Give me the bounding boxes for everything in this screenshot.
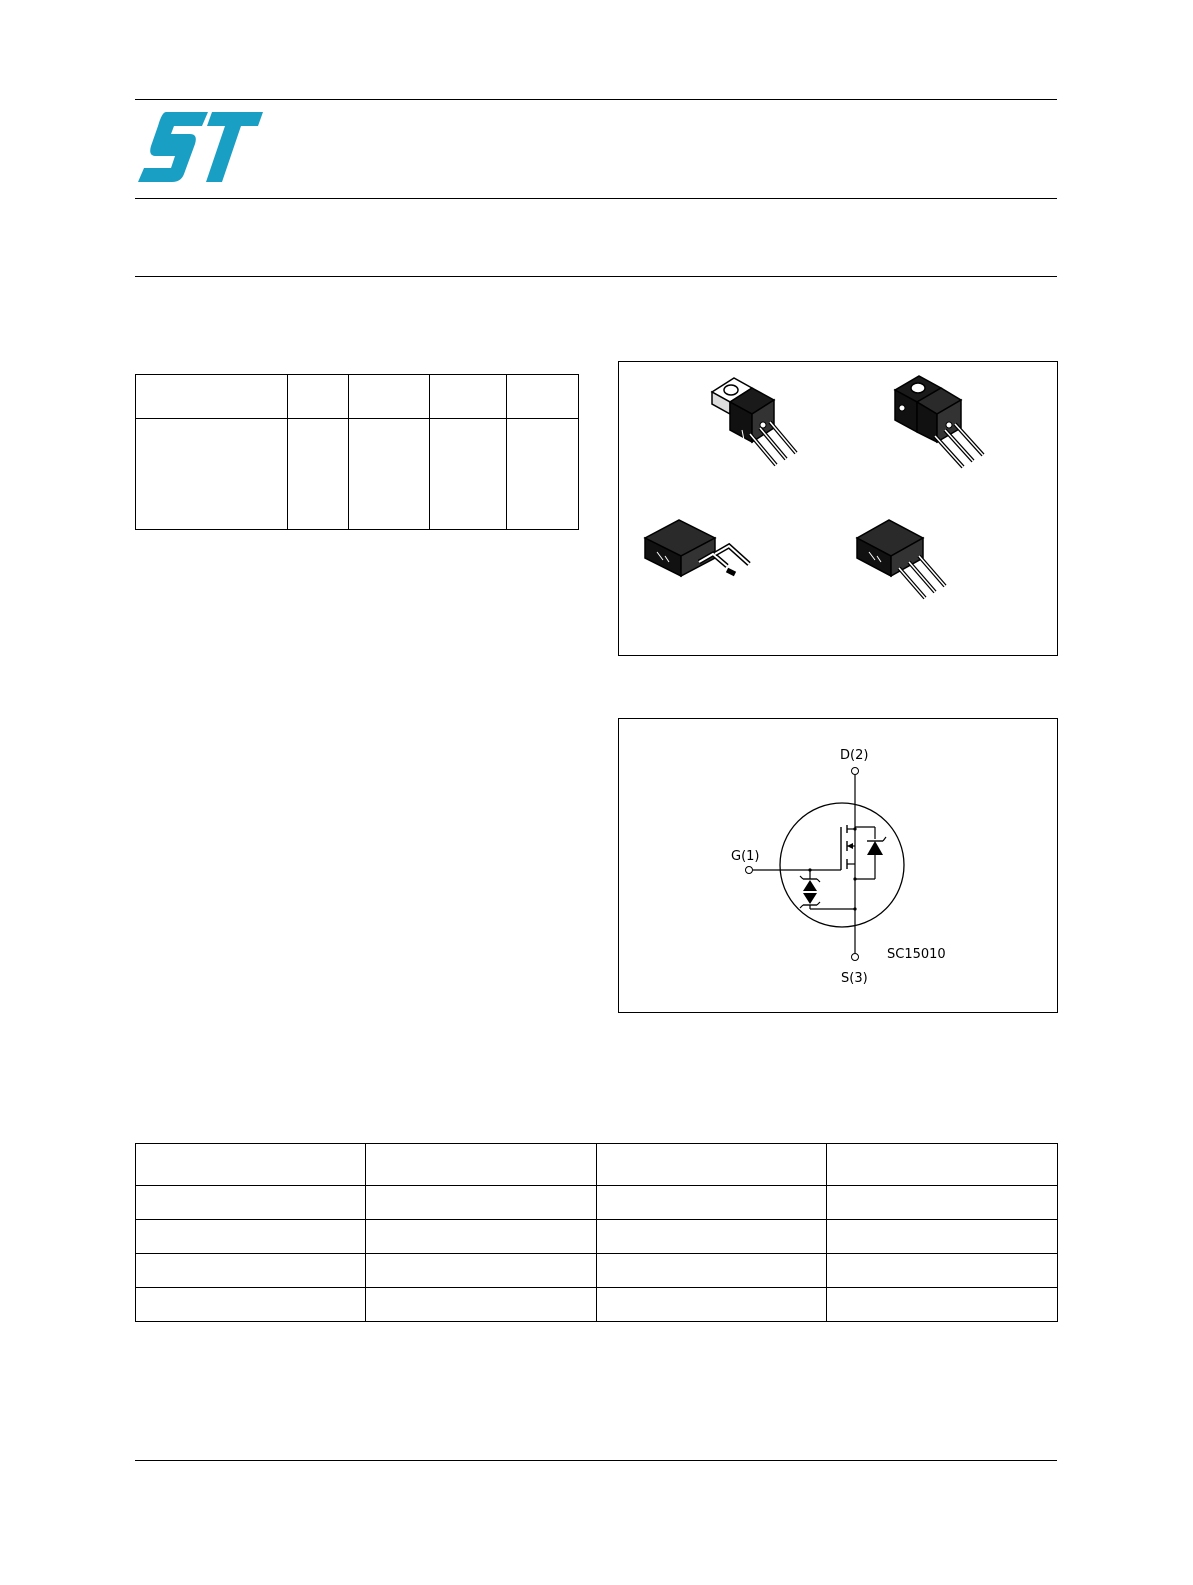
schematic-figure-box — [618, 718, 1058, 1013]
st-logo-icon — [138, 112, 263, 190]
mosfet-schematic-icon — [619, 719, 1057, 1012]
order-header-cell — [136, 1144, 366, 1186]
order-cell — [827, 1186, 1058, 1220]
order-cell — [136, 1254, 366, 1288]
summary-cell — [430, 419, 507, 530]
order-cell — [136, 1288, 366, 1322]
order-header-row — [136, 1144, 1058, 1186]
order-cell — [366, 1288, 597, 1322]
order-cell — [597, 1186, 827, 1220]
order-cell — [136, 1220, 366, 1254]
d2pak-icon — [639, 512, 759, 602]
order-cell — [597, 1288, 827, 1322]
order-cell — [366, 1254, 597, 1288]
header-rule — [135, 198, 1057, 199]
order-cell — [827, 1254, 1058, 1288]
order-cell — [827, 1220, 1058, 1254]
order-header-cell — [597, 1144, 827, 1186]
package-figure-box — [618, 361, 1058, 656]
source-label: S(3) — [841, 971, 868, 986]
order-codes-table — [135, 1143, 1058, 1322]
summary-header-cell — [136, 375, 288, 419]
summary-header-cell — [288, 375, 349, 419]
summary-cell — [507, 419, 579, 530]
order-cell — [597, 1220, 827, 1254]
order-header-cell — [827, 1144, 1058, 1186]
summary-header-cell — [349, 375, 430, 419]
summary-cell — [288, 419, 349, 530]
to-220-icon — [704, 370, 824, 475]
order-cell — [827, 1288, 1058, 1322]
top-rule — [135, 99, 1057, 100]
summary-cell — [349, 419, 430, 530]
order-cell — [597, 1254, 827, 1288]
title-rule — [135, 276, 1057, 277]
summary-table — [135, 374, 579, 530]
summary-body-row — [136, 419, 579, 530]
i2pak-icon — [849, 512, 969, 602]
summary-cell — [136, 419, 288, 530]
table-row — [136, 1220, 1058, 1254]
order-cell — [136, 1186, 366, 1220]
order-cell — [366, 1186, 597, 1220]
order-header-cell — [366, 1144, 597, 1186]
summary-header-cell — [430, 375, 507, 419]
order-cell — [366, 1220, 597, 1254]
gate-label: G(1) — [731, 849, 760, 864]
footer-rule — [135, 1460, 1057, 1461]
to-220fp-icon — [889, 370, 1009, 475]
summary-header-row — [136, 375, 579, 419]
figure-code: SC15010 — [887, 947, 946, 962]
table-row — [136, 1186, 1058, 1220]
summary-header-cell — [507, 375, 579, 419]
table-row — [136, 1254, 1058, 1288]
table-row — [136, 1288, 1058, 1322]
drain-label: D(2) — [840, 748, 869, 763]
